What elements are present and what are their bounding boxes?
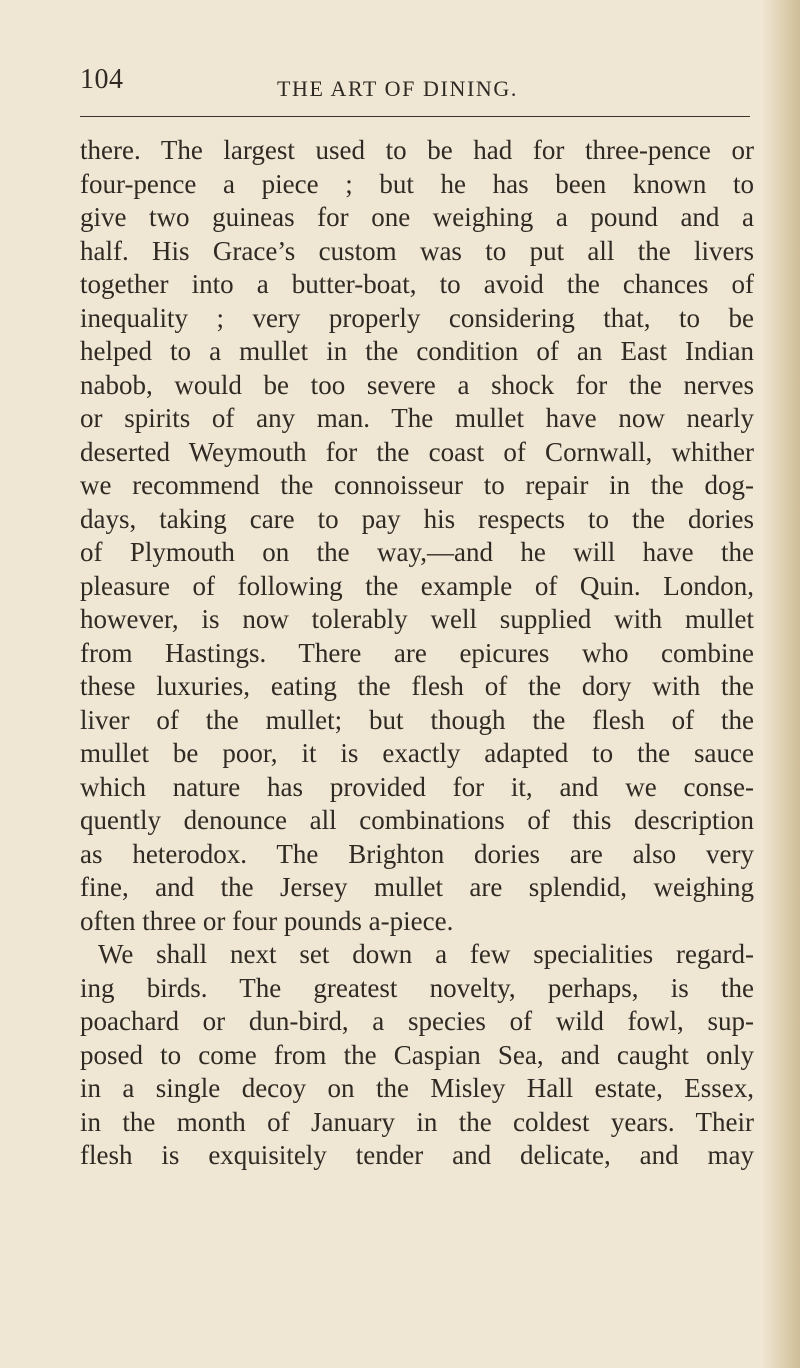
text-line: deserted Weymouth for the coast of Cornwall, whither xyxy=(80,436,754,467)
body-text xyxy=(80,134,754,1173)
text-line: flesh is exquisitely tender and delicate, and may xyxy=(80,1140,754,1170)
text-line: nabob, would be too severe a shock for the nerves xyxy=(80,369,754,400)
text-line: helped to a mullet in the condition of an East Indian xyxy=(80,336,754,366)
text-line: in a single decoy on the Misley Hall estate, Essex, xyxy=(80,1073,754,1103)
text-line: there. The largest used to be had for three-pence or xyxy=(80,135,754,165)
text-line: half. His Grace’s custom was to put all the livers xyxy=(80,235,754,266)
text-line: we recommend the connoisseur to repair in the dog- xyxy=(80,470,754,500)
text-line: poachard or dun-bird, a species of wild fowl, sup- xyxy=(80,1006,754,1036)
text-line: or spirits of any man. The mullet have now nearly xyxy=(80,403,754,433)
header-rule xyxy=(80,116,750,117)
text-line: however, is now tolerably well supplied with mullet xyxy=(80,604,754,634)
page-edge-shadow xyxy=(762,0,800,1368)
text-line: mullet be poor, it is exactly adapted to the sauce xyxy=(80,738,754,768)
paragraph-2 xyxy=(80,938,754,1173)
text-line: these luxuries, eating the flesh of the dory with the xyxy=(80,671,754,701)
text-line: together into a butter-boat, to avoid the chances of xyxy=(80,269,754,299)
text-line: as heterodox. The Brighton dories are also very xyxy=(80,838,754,869)
text-line: give two guineas for one weighing a pound and a xyxy=(80,202,754,232)
text-line: often three or four pounds a-piece. xyxy=(80,905,454,936)
text-line: ing birds. The greatest novelty, perhaps, is the xyxy=(80,972,754,1003)
page-number: 104 xyxy=(80,64,124,95)
text-line: liver of the mullet; but though the flesh of the xyxy=(80,704,754,735)
paragraph-1 xyxy=(80,134,754,938)
text-line: in the month of January in the coldest years. Their xyxy=(80,1106,754,1137)
text-line: quently denounce all combinations of this description xyxy=(80,805,754,835)
text-line: from Hastings. There are epicures who combine xyxy=(80,637,754,668)
text-line: days, taking care to pay his respects to the dories xyxy=(80,503,754,534)
text-line: of Plymouth on the way,—and he will have the xyxy=(80,537,754,567)
text-line: fine, and the Jersey mullet are splendid, weighing xyxy=(80,872,754,902)
text-line: We shall next set down a few specialities regard- xyxy=(98,939,754,969)
running-head: THE ART OF DINING. xyxy=(277,76,518,101)
text-line: which nature has provided for it, and we conse- xyxy=(80,771,754,802)
text-line: four-pence a piece ; but he has been known to xyxy=(80,168,754,199)
text-line: posed to come from the Caspian Sea, and caught only xyxy=(80,1039,754,1070)
text-line: inequality ; very properly considering that, to be xyxy=(80,302,754,333)
text-line: pleasure of following the example of Quin. London, xyxy=(80,570,754,601)
